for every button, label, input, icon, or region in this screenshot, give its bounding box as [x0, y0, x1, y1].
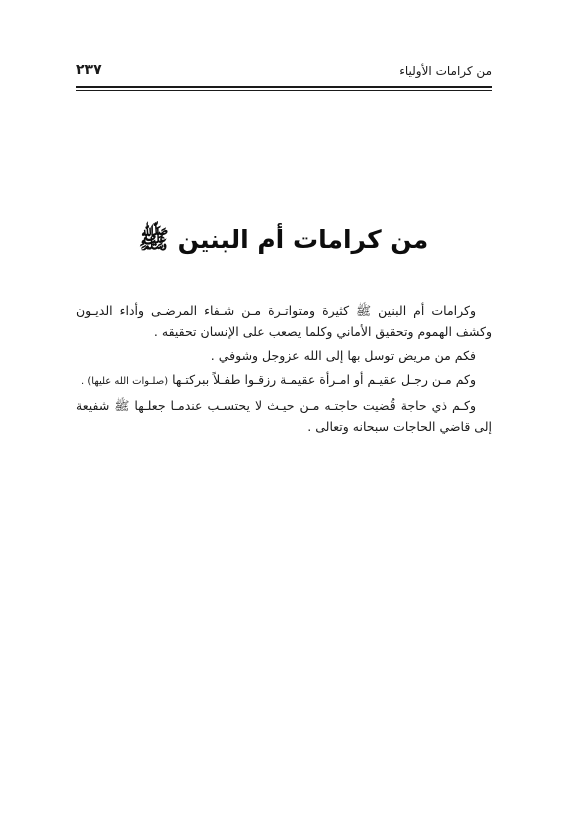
header-rule-thick [76, 86, 492, 88]
paragraph-4: وكـم ذي حاجة قُضيت حاجتـه مـن حيـث لا يحتسـب عندمـا جعلـها ﷺ شفيعة إلى قاضي الحاجات سبحانه وتعالى . [76, 398, 492, 434]
paragraph-3-text: وكم مـن رجـل عقيـم أو امـرأة عقيمـة رزقـوا طفـلاً ببركتـها [172, 372, 476, 387]
chapter-title: من كرامات أم البنين ﷺ [138, 225, 429, 254]
paragraph-1: وكرامات أم البنين ﷺ كثيرة ومتواتـرة مـن شـفاء المرضـى وأداء الديـون وكشف الهموم وتحقيق الأماني وكلما يصعب على الإنسان تحقيقه . [76, 303, 492, 339]
paragraph-2: فكم من مريض توسل بها إلى الله عزوجل وشوفي . [210, 348, 476, 363]
body-text [76, 300, 492, 437]
paragraph-3 [76, 369, 492, 392]
header-rule-thin [76, 90, 492, 91]
page-number: ٢٣٧ [76, 62, 102, 78]
running-header [76, 62, 492, 84]
paragraph-3-aside: (صلـوات الله عليها) . [81, 376, 169, 387]
running-title: من كرامات الأولياء [399, 64, 492, 78]
